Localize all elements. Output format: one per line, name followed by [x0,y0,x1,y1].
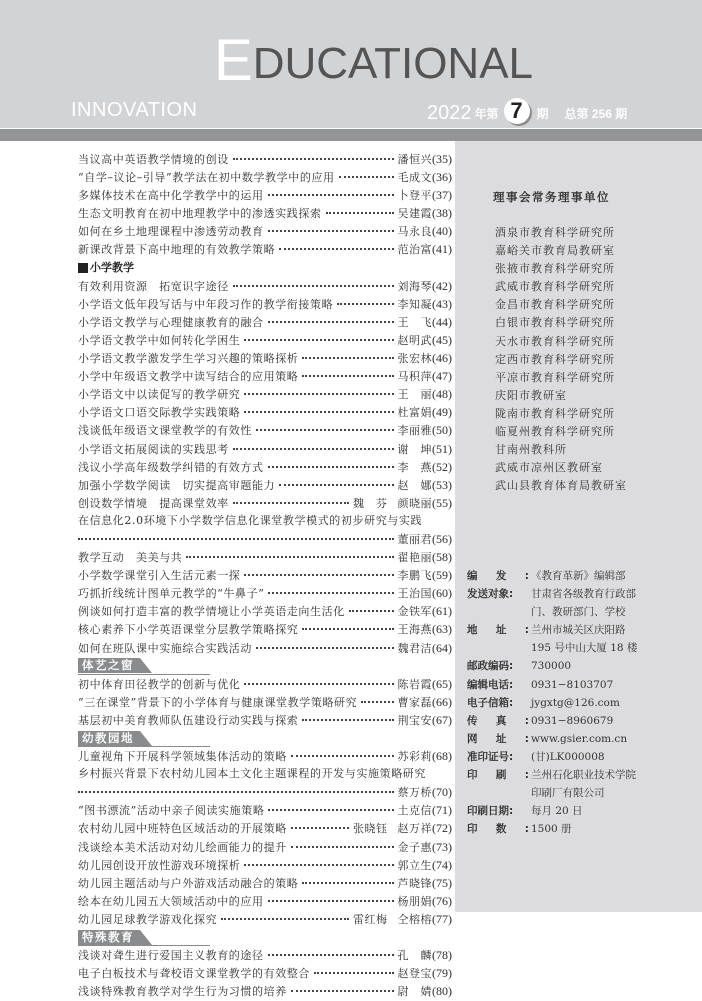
entry-author: 土克信 [397,804,432,818]
entry-author: 吴建霞 [397,207,432,221]
entry-title: 小学语文教学与心理健康教育的融合 [78,315,264,329]
title-initial: E [214,28,253,93]
entry-author: 金铁军 [397,605,432,619]
issue-suffix: 期 [536,107,549,121]
total-issue: 总第 256 期 [564,107,628,121]
toc-entry[interactable] [78,494,452,512]
member-unit: 酒泉市教育科学研究所 [495,226,615,239]
toc-entry[interactable] [78,476,452,494]
entry-author: 荆宝安 [397,713,432,727]
entry-title: 创设数学情境 提高课堂效率 [78,496,229,510]
section-tab-heading [78,928,452,946]
toc-entry[interactable] [78,783,452,801]
entry-title: 如何在班队课中实施综合实践活动 [78,641,252,655]
issue-year: 2022 [427,102,472,124]
toc-entry[interactable] [78,946,452,964]
member-unit: 武山县教育体育局教研室 [495,479,627,493]
leader-dots [244,858,393,866]
member-unit: 张掖市教育科学研究所 [495,262,615,276]
toc-entry[interactable] [78,349,452,367]
entry-title: 农村幼儿园中班特色区域活动的开展策略 [78,822,287,836]
entry-coauthor: 雷红梅 [353,912,388,926]
masthead [0,0,702,128]
entry-author: 翟艳丽 [397,551,432,565]
entry-author: 马积萍 [397,370,432,384]
entry-page: (74) [432,857,452,872]
entry-page: (50) [432,423,452,438]
leader-dots [268,894,394,902]
entry-title: 幼儿园创设开放性游戏环境探析 [78,858,241,872]
entry-page: (51) [432,441,452,456]
entry-author: 毛成文 [397,171,432,185]
leader-dots [268,224,394,232]
info-row [467,603,637,621]
toc-entry[interactable] [78,403,452,421]
entry-author: 赵 娜 [397,478,432,492]
entry-title: 小学语文低年段写话与中年段习作的教学衔接策略 [78,297,334,311]
entry-title: 浅议小学高年级数学纠错的有效方式 [78,460,264,474]
entry-author: 陈岩霞 [397,677,432,691]
leader-dots [78,532,394,540]
entry-title: “图书漂流”活动中亲子阅读实施策略 [78,804,265,818]
toc-entry[interactable] [78,186,452,204]
info-value: 兰州市城关区庆阳路 [531,624,626,637]
toc-entry[interactable] [78,204,452,222]
info-row [467,585,637,603]
leader-dots [256,423,394,431]
info-value: jygxtg@126.com [531,696,620,709]
entry-title: 多媒体技术在高中化学教学中的运用 [78,189,264,203]
info-row [467,567,637,585]
toc-entry[interactable] [78,240,452,258]
toc-entry[interactable] [78,313,452,331]
info-row [467,766,637,784]
entry-title: 加强小学数学阅读 切实提高审题能力 [78,478,276,492]
toc-entry[interactable] [78,801,452,819]
info-label [467,784,531,802]
member-unit: 平凉市教育科学研究所 [495,370,615,384]
info-row [467,694,637,712]
entry-author: 谢 坤 [397,442,432,456]
leader-dots [233,279,394,287]
toc-entry-title-line[interactable] [78,765,452,783]
info-label [467,603,531,621]
entry-author: 王治国 [397,587,432,601]
entry-title: 儿童视角下开展科学领域集体活动的策略 [78,750,287,764]
entry-coauthor: 张晓钰 [353,822,388,836]
entry-page: (61) [432,604,452,619]
info-value: 门、教研部门、学校 [531,606,626,619]
toc-entry[interactable] [78,675,452,693]
leader-dots [302,622,393,630]
section-label: 小学教学 [90,260,134,274]
section-tab-heading [78,729,452,747]
leader-dots [268,803,393,811]
toc-entry[interactable] [78,385,452,403]
entry-page: (78) [432,948,452,963]
toc-entry[interactable] [78,530,452,548]
leader-dots [186,550,393,558]
info-value: 甘肃省各级教育行政部 [531,588,636,601]
toc-entry[interactable] [78,548,452,566]
entry-author: 杨朋娟 [397,894,432,908]
entry-title: 浅谈绘本美术活动对幼儿绘画能力的提升 [78,840,287,854]
entry-author: 范治富 [397,243,432,257]
entry-title: 生态文明教育在初中地理教学中的渗透实践探索 [78,207,322,221]
entry-page: (43) [432,296,452,311]
toc-entry[interactable] [78,566,452,584]
leader-dots [291,749,394,757]
issue-number-badge: 7 [504,98,530,124]
member-unit: 陇南市教育科学研究所 [495,406,615,420]
section-tab-label: 体艺之窗 [78,658,140,673]
info-label: 电子信箱 : [467,696,514,709]
info-label: 印 刷 : [467,769,529,782]
entry-title: 例谈如何打造丰富的教学情境让小学英语走向生活化 [78,605,345,619]
leader-dots [349,604,394,612]
entry-author: 卜登平 [397,189,432,203]
leader-dots [256,641,394,649]
leader-dots [291,821,349,829]
toc-entry[interactable] [78,964,452,982]
entry-page: (36) [432,170,452,185]
leader-dots [339,170,394,178]
entry-title: 巧抓折线统计图单元教学的“牛鼻子” [78,587,265,601]
info-row [467,676,637,694]
leader-dots [268,315,394,323]
info-value: www.gsier.com.cn [531,732,628,745]
info-row [467,657,637,675]
entry-author: 李 燕 [397,460,432,474]
entry-title: 在信息化2.0环境下小学数学信息化课堂教学模式的初步研究与实践 [78,513,423,527]
entry-page: (55) [432,495,452,510]
publication-info [467,567,637,838]
entry-author: 曹家磊 [397,695,432,709]
toc-entry[interactable] [78,874,452,892]
entry-title: 浅谈特殊教育教学对学生行为习惯的培养 [78,985,287,999]
leader-dots [244,387,393,395]
entry-title: 小学语文教学激发学生学习兴趣的策略探析 [78,352,299,366]
section-tab-label: 幼教园地 [78,731,140,746]
toc-entry[interactable] [78,168,452,186]
info-row [467,621,637,639]
toc-entry[interactable] [78,982,452,1000]
info-value: 《教育革新》编辑部 [531,570,626,582]
entry-author: 王海燕 [397,623,432,637]
toc-entry[interactable] [78,856,452,874]
leader-dots [244,405,393,413]
toc-entry[interactable] [78,458,452,476]
toc-entry[interactable] [78,277,452,295]
leader-dots [268,586,393,594]
issue-info [427,97,628,125]
entry-title: 浅谈对聋生进行爱国主义教育的途径 [78,949,264,963]
entry-page: (65) [432,676,452,691]
toc-entry[interactable] [78,892,452,910]
info-label: 网 址 : [467,732,529,745]
info-row [467,820,637,838]
leader-dots [221,912,349,920]
entry-title: 小学语文口语交际教学实践策略 [78,406,241,420]
leader-dots [268,460,394,468]
entry-author: 潘恒兴 [397,153,432,166]
entry-title: “三在课堂”背景下的小学体育与健康课堂教学策略研究 [78,695,358,709]
entry-author: 马永良 [397,225,432,239]
entry-author: 尉 婧 [397,985,432,999]
leader-dots [291,984,394,992]
info-value: 730000 [531,660,572,673]
entry-page: (40) [432,224,452,239]
leader-dots [244,568,393,576]
info-label: 准印证号 : [467,750,514,763]
entry-page: (56) [432,531,452,546]
info-row [467,730,637,748]
entry-page: (70) [432,785,452,800]
entry-author: 李丽雅 [397,424,432,438]
entry-page: (75) [432,875,452,890]
section-heading [78,259,452,277]
toc-entry[interactable] [78,711,452,729]
entry-page: (48) [432,387,452,402]
leader-dots [302,713,393,721]
header-divider-bar [0,129,702,141]
entry-author: 魏君洁 [397,641,432,655]
member-unit: 白银市教育科学研究所 [495,316,615,330]
entry-author: 金子惠 [397,840,432,854]
entry-title: 核心素养下小学英语课堂分层教学策略探究 [78,623,299,637]
issue-year-suffix: 年第 [474,107,499,121]
member-unit: 甘南州教科所 [495,443,567,457]
toc-entry-title-line[interactable] [78,512,452,530]
entry-author: 苏彩莉 [397,750,432,764]
info-row [467,802,637,820]
journal-subtitle: INNOVATION [71,99,198,121]
toc-entry[interactable] [78,584,452,602]
entry-title: “自学–议论–引导”教学法在初中数学教学中的应用 [78,171,335,185]
entry-title: 浅谈低年级语文课堂教学的有效性 [78,424,252,438]
leader-dots [268,188,394,196]
toc-entry[interactable] [78,367,452,385]
entry-author: 仝榕榕 [397,912,432,926]
leader-dots [233,442,394,450]
entry-page: (58) [432,550,452,565]
member-unit: 定西市教育科学研究所 [495,352,615,366]
section-underline [78,945,210,946]
info-label: 地 址 : [467,624,529,637]
board-title: 理事会常务理事单位 [493,190,610,204]
toc-entry[interactable] [78,838,452,856]
entry-title: 绘本在幼儿园五大领域活动中的应用 [78,894,264,908]
entry-page: (45) [432,332,452,347]
leader-dots [302,876,393,884]
toc-entry[interactable] [78,620,452,638]
info-label: 编辑电话 : [467,678,514,691]
entry-author: 张宏林 [397,352,432,366]
entry-title: 有效利用资源 拓宽识字途径 [78,279,229,293]
entry-author: 孔 麟 [397,949,432,963]
info-label: 印 数 : [467,823,529,836]
member-unit: 天水市教育科学研究所 [495,334,615,348]
leader-dots [78,785,394,793]
entry-author: 董丽君 [397,532,432,546]
toc-entry[interactable] [78,819,452,837]
entry-page: (35) [432,152,452,166]
entry-page: (73) [432,839,452,854]
entry-page: (63) [432,622,452,637]
leader-dots [279,478,393,486]
entry-title: 基层初中美育教师队伍建设行动实践与探索 [78,713,299,727]
entry-page: (44) [432,314,452,329]
info-value: 1500 册 [531,823,572,836]
entry-page: (47) [432,369,452,384]
entry-title: 初中体育田径教学的创新与优化 [78,677,241,691]
member-unit: 金昌市教育科学研究所 [495,298,615,312]
member-unit: 武威市教育科学研究所 [495,280,615,294]
entry-title: 幼儿园足球教学游戏化探究 [78,912,218,926]
info-value: 0931−8103707 [531,678,614,691]
entry-page: (64) [432,640,452,655]
sidebar-panel [455,141,702,912]
info-row [467,712,637,730]
entry-author: 杜富娟 [397,406,432,420]
info-value: (甘)LK000008 [531,750,605,763]
entry-page: (71) [432,803,452,818]
toc-entry[interactable] [78,222,452,240]
info-value: 印刷厂有限公司 [531,787,605,800]
entry-page: (60) [432,586,452,601]
member-unit: 临夏州教育科学研究所 [495,425,615,439]
entry-page: (49) [432,405,452,420]
entry-author: 郭立生 [397,858,432,872]
entry-author: 赵登宝 [397,967,432,981]
member-unit: 武威市凉州区教研室 [495,461,603,475]
leader-dots [233,152,394,160]
entry-author: 赵明武 [397,333,432,347]
entry-page: (53) [432,477,452,492]
toc-entry[interactable] [78,150,452,168]
info-row [467,784,637,802]
info-label: 传 真 : [467,714,529,727]
square-bullet-icon [78,263,88,273]
title-rest: DUCATIONAL [252,39,534,88]
entry-author: 李鹏飞 [397,569,432,583]
entry-page: (37) [432,188,452,203]
entry-page: (68) [432,749,452,764]
entry-author: 刘海琴 [397,279,432,293]
leader-dots [244,333,393,341]
info-label: 编 发 : [467,570,529,582]
entry-author: 王 飞 [397,315,432,329]
info-row [467,748,637,766]
entry-title: 教学互动 美美与共 [78,551,183,565]
section-tab-heading [78,657,452,675]
member-unit: 嘉峪关市教育局教研室 [495,244,615,258]
info-label [467,639,531,657]
member-unit: 庆阳市教研室 [495,388,567,402]
info-label: 印刷日期 : [467,805,514,818]
entry-title: 如何在乡土地理课程中渗透劳动教育 [78,225,264,239]
entry-title: 小学语文中以读促写的教学研究 [78,388,241,402]
info-value: 兰州石化职业技术学院 [531,769,636,782]
leader-dots [314,966,394,974]
toc-entry[interactable] [78,421,452,439]
leader-dots [244,677,393,685]
toc-entry[interactable] [78,602,452,620]
section-tab-label: 特殊教育 [78,930,140,945]
entry-page: (79) [432,966,452,981]
leader-dots [302,369,393,377]
entry-title: 乡村振兴背景下农村幼儿园本土文化主题课程的开发与实施策略研究 [78,767,426,781]
toc-entry[interactable] [78,331,452,349]
section-underline [78,746,210,747]
entry-page: (67) [432,712,452,727]
table-of-contents [78,150,452,1000]
entry-title: 小学数学课堂引入生活元素一探 [78,569,241,583]
leader-dots [361,695,393,703]
section-underline [78,674,210,675]
entry-page: (66) [432,694,452,709]
entry-page: (42) [432,278,452,293]
entry-author: 王 丽 [397,388,432,402]
toc-entry[interactable] [78,747,452,765]
entry-page: (52) [432,459,452,474]
entry-page: (77) [432,911,452,926]
toc-entry[interactable] [78,295,452,313]
entry-page: (41) [432,242,452,257]
leader-dots [291,840,394,848]
toc-entry[interactable] [78,639,452,657]
toc-entry[interactable] [78,440,452,458]
leader-dots [233,496,349,504]
entry-page: (72) [432,821,452,836]
entry-page: (38) [432,206,452,221]
entry-title: 幼儿园主题活动与户外游戏活动融合的策略 [78,876,299,890]
entry-title: 新课改背景下高中地理的有效教学策略 [78,243,276,257]
entry-author: 颜晓丽 [397,496,432,510]
leader-dots [326,206,394,214]
entry-author: 芦晓锋 [397,876,432,890]
entry-page: (59) [432,568,452,583]
entry-author: 赵万祥 [397,822,432,836]
entry-page: (80) [432,984,452,999]
leader-dots [337,297,393,305]
info-value: 每月 20 日 [531,805,583,818]
leader-dots [302,351,393,359]
entry-author: 李知凝 [397,297,432,311]
info-value: 0931−8960679 [531,714,614,727]
entry-coauthor: 魏 芬 [353,496,388,510]
leader-dots [279,242,393,250]
member-units-list [495,224,627,495]
info-label: 发送对象 : [467,588,514,601]
toc-entry[interactable] [78,693,452,711]
journal-title [214,28,534,93]
entry-title: 当议高中英语教学情境的创设 [78,153,229,166]
entry-page: (76) [432,893,452,908]
toc-entry[interactable] [78,910,452,928]
leader-dots [268,948,394,956]
entry-author: 蔡万桥 [397,786,432,800]
entry-page: (46) [432,351,452,366]
entry-title: 电子白板技术与聋校语文课堂教学的有效整合 [78,967,310,981]
info-row [467,639,637,657]
entry-title: 小学中年级语文教学中读写结合的应用策略 [78,370,299,384]
entry-title: 小学语文教学中如何转化学困生 [78,333,241,347]
info-label: 邮政编码 : [467,660,514,673]
info-value: 195 号中山大厦 18 楼 [531,642,638,655]
entry-title: 小学语文拓展阅读的实践思考 [78,442,229,456]
